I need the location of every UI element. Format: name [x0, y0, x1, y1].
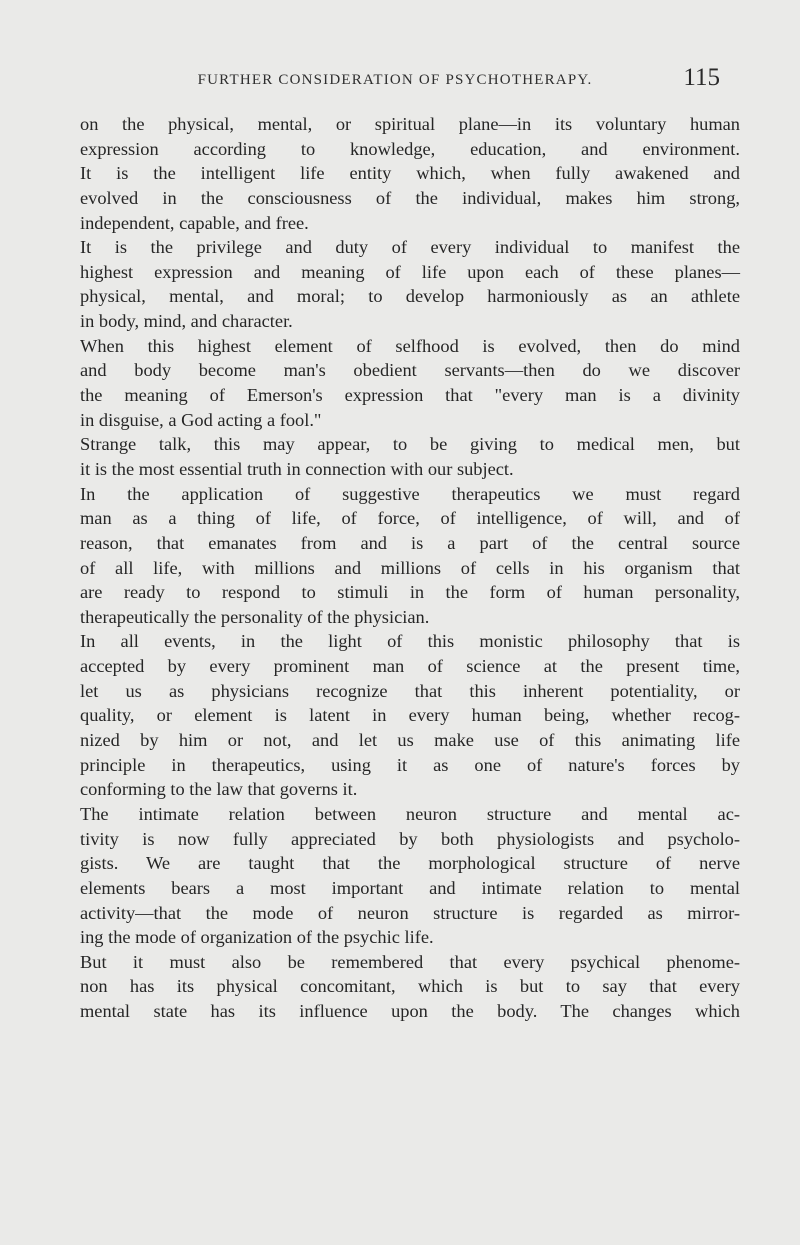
text-line: reason, that emanates from and is a part of the central source — [80, 532, 740, 553]
text-line: are ready to respond to stimuli in the form of human personality, — [80, 582, 740, 603]
text-line: independent, capable, and free. — [80, 212, 309, 233]
text-line: expression according to knowledge, education, and environment. — [80, 138, 740, 159]
text-line: let us as physicians recognize that this inherent potentiality, or — [80, 680, 740, 701]
text-line: evolved in the consciousness of the individual, makes him strong, — [80, 187, 740, 208]
text-line: gists. We are taught that the morphological structure of nerve — [80, 853, 740, 874]
text-line: The intimate relation between neuron structure and mental ac- — [80, 803, 740, 824]
text-line: of all life, with millions and millions of cells in his organism that — [80, 557, 740, 578]
text-line: on the physical, mental, or spiritual plane—in its voluntary human — [80, 114, 740, 134]
text-line: Strange talk, this may appear, to be giving to medical men, but — [80, 434, 740, 455]
text-line: When this highest element of selfhood is evolved, then do mind — [80, 335, 740, 356]
text-line: activity—that the mode of neuron structure is regarded as mirror- — [80, 902, 740, 923]
text-line: highest expression and meaning of life upon each of these planes— — [80, 261, 740, 282]
text-line: nized by him or not, and let us make use of this animating life — [80, 730, 740, 751]
text-line: the meaning of Emerson's expression that "every man is a divinity — [80, 385, 740, 406]
text-line: and body become man's obedient servants—then do we discover — [80, 360, 740, 381]
text-line: in disguise, a God acting a fool." — [80, 409, 322, 430]
text-line: But it must also be remembered that every psychical phenome- — [80, 951, 740, 972]
text-line: non has its physical concomitant, which is but to say that every — [80, 976, 740, 997]
text-line: man as a thing of life, of force, of intelligence, of will, and of — [80, 508, 740, 529]
running-head — [70, 62, 720, 102]
text-line: physical, mental, and moral; to develop harmoniously as an athlete — [80, 286, 740, 307]
text-line: principle in therapeutics, using it as one of nature's forces by — [80, 754, 740, 775]
text-line: elements bears a most important and intimate relation to mental — [80, 877, 740, 898]
text-line: quality, or element is latent in every human being, whether recog- — [80, 705, 740, 726]
body-text — [80, 112, 740, 1024]
text-line: In all events, in the light of this monistic philosophy that is — [80, 631, 740, 652]
text-line: accepted by every prominent man of science at the present time, — [80, 656, 740, 677]
text-line: tivity is now fully appreciated by both physiologists and psycholo- — [80, 828, 740, 849]
page-number: 115 — [683, 64, 720, 91]
text-line: conforming to the law that governs it. — [80, 779, 358, 800]
text-line: in body, mind, and character. — [80, 311, 293, 332]
text-line: It is the privilege and duty of every individual to manifest the — [80, 237, 740, 258]
text-line: In the application of suggestive therapeutics we must regard — [80, 483, 740, 504]
running-title: FURTHER CONSIDERATION OF PSYCHOTHERAPY. — [197, 72, 593, 88]
text-line: it is the most essential truth in connection with our subject. — [80, 458, 514, 479]
text-line: mental state has its influence upon the body. The changes which — [80, 1001, 740, 1022]
text-line: therapeutically the personality of the physician. — [80, 606, 430, 627]
text-line: It is the intelligent life entity which, when fully awakened and — [80, 163, 740, 184]
text-line: ing the mode of organization of the psychic life. — [80, 927, 434, 948]
